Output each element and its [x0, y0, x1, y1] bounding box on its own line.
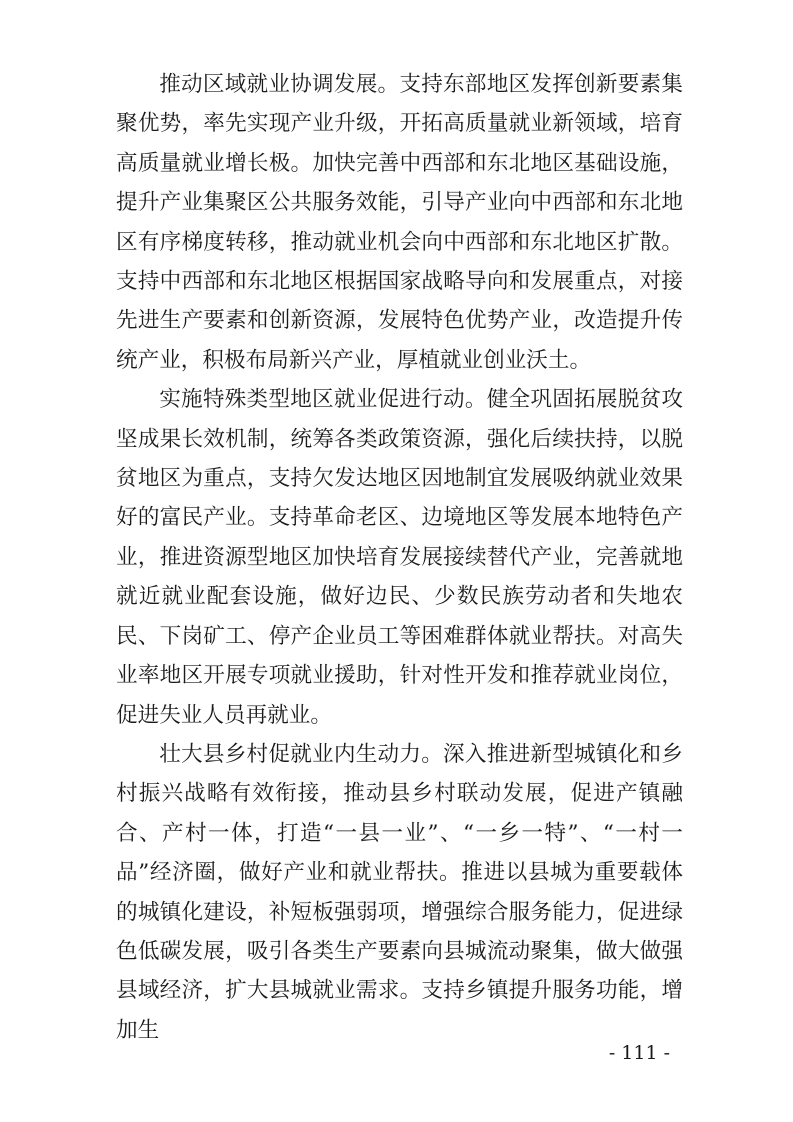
page-number: - 111 - — [608, 1042, 670, 1064]
paragraph-county-village: 壮大县乡村促就业内生动力。深入推进新型城镇化和乡村振兴战略有效衔接，推动县乡村联动发展，促进产镇融合、产村一体，打造“一县一业”、“一乡一特”、“一村一品”经济圈，做好产业和就业帮扶。推进以县城为重要载体的城镇化建设，补短板强弱项，增强综合服务能力，促进绿色低碳发展，吸引各类生产要素向县城流动聚集，做大做强县域经济，扩大县城就业需求。支持乡镇提升服务功能，增加生 — [116, 741, 683, 1043]
document-body — [116, 65, 683, 1050]
paragraph-regional-employment: 推动区域就业协调发展。支持东部地区发挥创新要素集聚优势，率先实现产业升级，开拓高质量就业新领域，培育高质量就业增长极。加快完善中西部和东北地区基础设施，提升产业集聚区公共服务效能，引导产业向中西部和东北地区有序梯度转移，推动就业机会向中西部和东北地区扩散。支持中西部和东北地区根据国家战略导向和发展重点，对接先进生产要素和创新资源，发展特色优势产业，改造提升传统产业，积极布局新兴产业，厚植就业创业沃土。 — [116, 72, 683, 373]
paragraph-special-regions: 实施特殊类型地区就业促进行动。健全巩固拓展脱贫攻坚成果长效机制，统筹各类政策资源，强化后续扶持，以脱贫地区为重点，支持欠发达地区因地制宜发展吸纳就业效果好的富民产业。支持革命老区、边境地区等发展本地特色产业，推进资源型地区加快培育发展接续替代产业，完善就地就近就业配套设施，做好边民、少数民族劳动者和失地农民、下岗矿工、停产企业员工等困难群体就业帮扶。对高失业率地区开展专项就业援助，针对性开发和推荐就业岗位，促进失业人员再就业。 — [116, 387, 683, 728]
